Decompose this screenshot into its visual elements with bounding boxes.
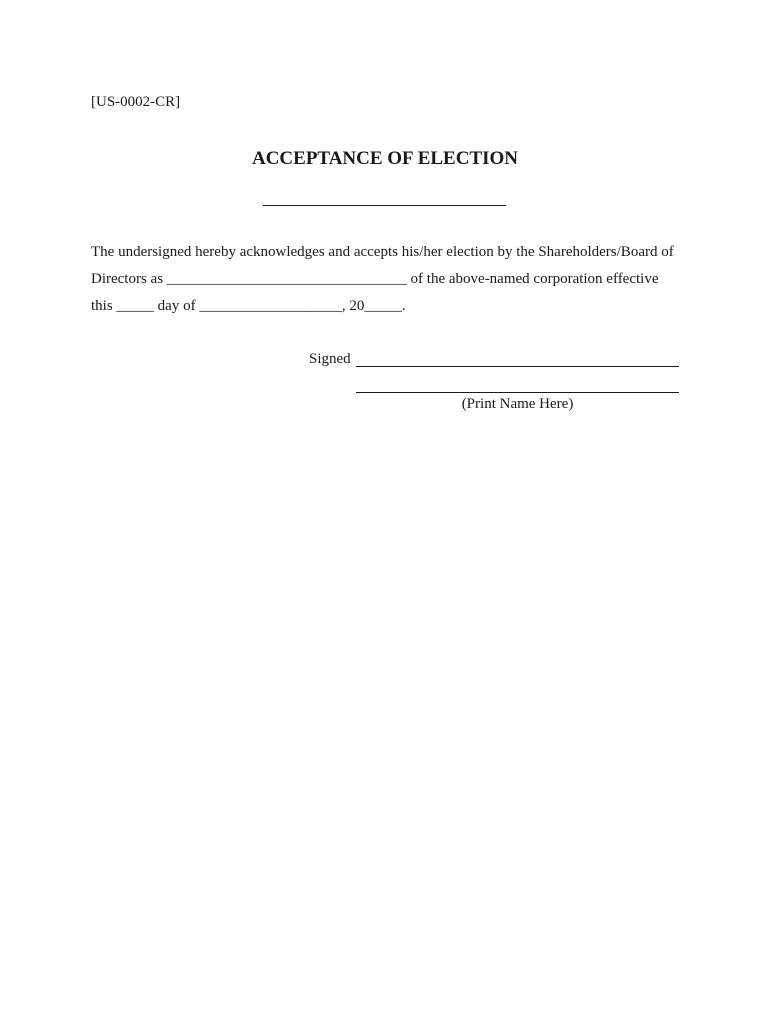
print-name-line — [356, 392, 679, 393]
body-text-line-1: The undersigned hereby acknowledges and accepts his/her election by the Shareholders/Board of — [91, 244, 674, 260]
body-text-line-2: Directors as ________________________________ of the above-named corporation effective — [91, 271, 659, 287]
title-blank-line — [263, 205, 506, 206]
signed-label: Signed — [309, 351, 351, 367]
body-text-line-3: this _____ day of ___________________, 20_____. — [91, 298, 406, 314]
document-code: [US-0002-CR] — [91, 94, 181, 110]
signature-line — [356, 366, 679, 367]
document-title: ACCEPTANCE OF ELECTION — [251, 148, 519, 169]
print-name-caption: (Print Name Here) — [461, 396, 574, 412]
